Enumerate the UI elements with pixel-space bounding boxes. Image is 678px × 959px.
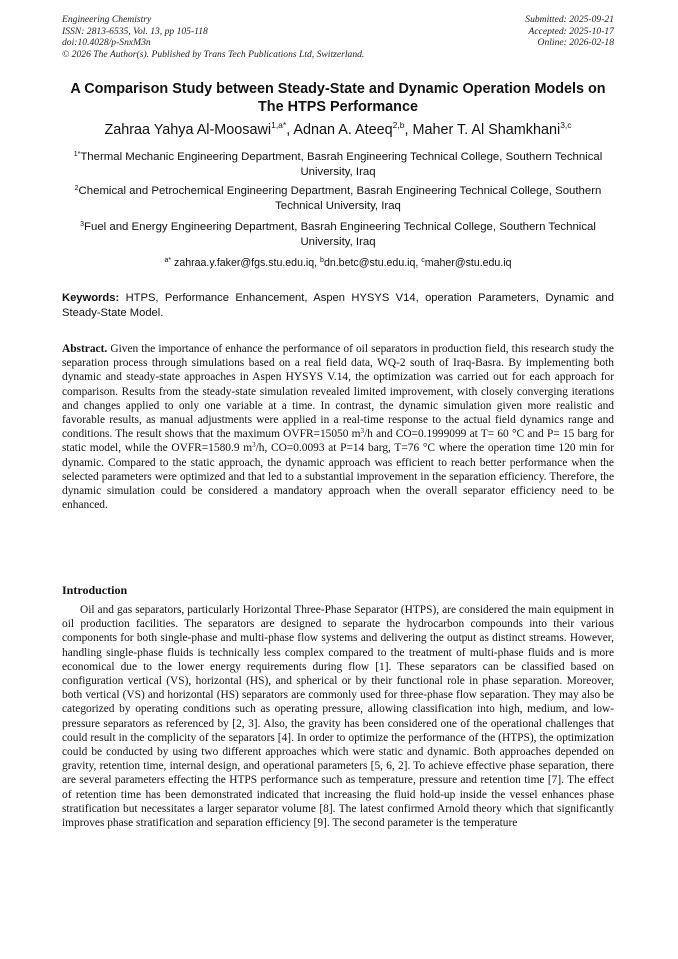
- affiliation-1: [62, 150, 614, 180]
- author-affiliation-mark: 1,a*: [271, 120, 287, 130]
- journal-header: [62, 14, 364, 60]
- author-name: Zahraa Yahya Al-Moosawi: [104, 122, 272, 138]
- affiliation-text: Fuel and Energy Engineering Department, Basrah Engineering Technical College, Southern Technical University, Iraq: [84, 221, 596, 249]
- affiliation-text: Chemical and Petrochemical Engineering Department, Basrah Engineering Technical College, Southern Technical University, Iraq: [78, 185, 602, 213]
- author-separator: ,: [286, 122, 294, 138]
- email-mark: a*: [164, 257, 172, 264]
- affiliation-2: [62, 184, 614, 214]
- abstract-text: /h and CO=0.1999099 at T= 60 °C and P= 15 barg for static model, while the OVFR=1580.9 m: [62, 428, 614, 455]
- author-name: Adnan A. Ateeq: [293, 122, 393, 138]
- abstract-text: Given the importance of enhance the performance of oil separators in production field, this research study the separation process through simulations based on a real field data, WQ-2 south of Iraq-Basra. By implementing both dynamic and steady-state approaches in Aspen HYSYS V.14, the optimization was carried out for each approach for comparison. Results from the steady-state simulation revealed limited improvement, with closely converging iterations and changes applied to only one variable at a time. In contrast, the dynamic simulation given more realistic and favorable results, as manual adjustments were applied in a real-time response to the actual field dynamics range and conditions. The result shows that the maximum OVFR=15050 m: [62, 343, 614, 441]
- email-link[interactable]: dn.betc@stu.edu.iq,: [323, 257, 422, 269]
- paper-title: A Comparison Study between Steady-State and Dynamic Operation Models on The HTPS Performance: [70, 81, 606, 115]
- affiliation-text: Thermal Mechanic Engineering Department, Basrah Engineering Technical College, Southern Technical University, Iraq: [80, 151, 603, 179]
- submitted-date: Submitted: 2025-09-21: [525, 14, 614, 25]
- abstract-section: [62, 342, 614, 512]
- author-affiliation-mark: 3,c: [560, 120, 572, 130]
- author-affiliation-mark: 2,b: [392, 120, 405, 130]
- author-list: [62, 121, 614, 139]
- keywords-section: [62, 291, 614, 321]
- author-name: Maher T. Al Shamkhani: [412, 122, 561, 138]
- affiliation-3: [62, 220, 614, 250]
- journal-issn: ISSN: 2813-6535, Vol. 13, pp 105-118: [62, 25, 208, 37]
- keywords-label: Keywords:: [62, 292, 120, 304]
- online-date: Online: 2026-02-18: [537, 37, 614, 49]
- abstract-text: /h, CO=0.0093 at P=14 barg, T=76 °C where the operation time 120 min for dynamic. Compared to the static approach, the dynamic approach was efficient to reach better performance when the selected parameters were optimized and that led to a substantial improvement in the separation efficiency. Therefore, the dynamic simulation could be considered a mandatory approach when the overall separator efficiency need to be enhanced.: [62, 442, 615, 512]
- affiliation-mark: 2: [74, 185, 79, 192]
- email-mark: b: [320, 257, 324, 264]
- journal-name: Engineering Chemistry: [62, 14, 152, 25]
- unit-superscript: 3: [252, 441, 256, 450]
- introduction-heading: Introduction: [62, 583, 128, 597]
- accepted-date: Accepted: 2025-10-17: [528, 25, 614, 37]
- unit-superscript: 3: [360, 427, 365, 436]
- email-mark: c: [421, 257, 425, 264]
- email-link[interactable]: maher@stu.edu.iq: [424, 257, 512, 269]
- email-link[interactable]: zahraa.y.faker@fgs.stu.edu.iq,: [171, 257, 321, 269]
- author-separator: ,: [404, 122, 413, 138]
- author-emails: [62, 256, 614, 271]
- publication-dates: [525, 14, 614, 49]
- affiliation-mark: 3: [80, 221, 85, 228]
- introduction-body: Oil and gas separators, particularly Horizontal Three-Phase Separator (HTPS), are considered the main equipment in oil production facilities. The separators are designed to separate the hydrocarbon compounds into their various components for both single-phase and multi-phase flow systems and delivering the output as distinct streams. However, handling single-phase fluids is technically less complex compared to the treatment of multi-phase fluids and is more economical due to the lower energy requirements during flow [1]. These separators can be classified based on configuration vertical (VS), horizontal (HS), and spherical or by their functional role in phase separation. Moreover, both vertical (VS) and horizontal (HS) separators are commonly used for three-phase flow separation. They may also be categorized by operating conditions such as operating pressure, allowing classification into high, medium, and low-pressure separators as referenced by [2, 3]. Also, the gravity has been considered one of the operational challenges that could result in the complicity of the separators [4]. In order to optimize the performance of the (HTPS), the optimization could be conducted by using two different approaches which were static and dynamic. Both approaches depended on gravity, retention time, internal design, and operational parameters [5, 6, 2]. To achieve effective phase separation, there are several parameters effecting the HTPS performance such as temperature, pressure and retention time [7]. The effect of retention time has been demonstrated indicated that increasing the fluid hold-up inside the vessel enhances phase stratification but necessitates a larger separator volume [8]. The latest confirmed Arnold theory which that significantly improves phase stratification and separation efficiency [9]. The second parameter is the temperature: [62, 604, 614, 830]
- keywords-text: HTPS, Performance Enhancement, Aspen HYSYS V14, operation Parameters, Dynamic and Steady-State Model.: [62, 292, 614, 319]
- abstract-label: Abstract.: [62, 343, 108, 355]
- doi-link[interactable]: doi:10.4028/p-SnxM3n: [62, 37, 151, 49]
- affiliation-mark: 1*: [73, 151, 81, 158]
- copyright-notice: © 2026 The Author(s). Published by Trans Tech Publications Ltd, Switzerland.: [62, 48, 365, 60]
